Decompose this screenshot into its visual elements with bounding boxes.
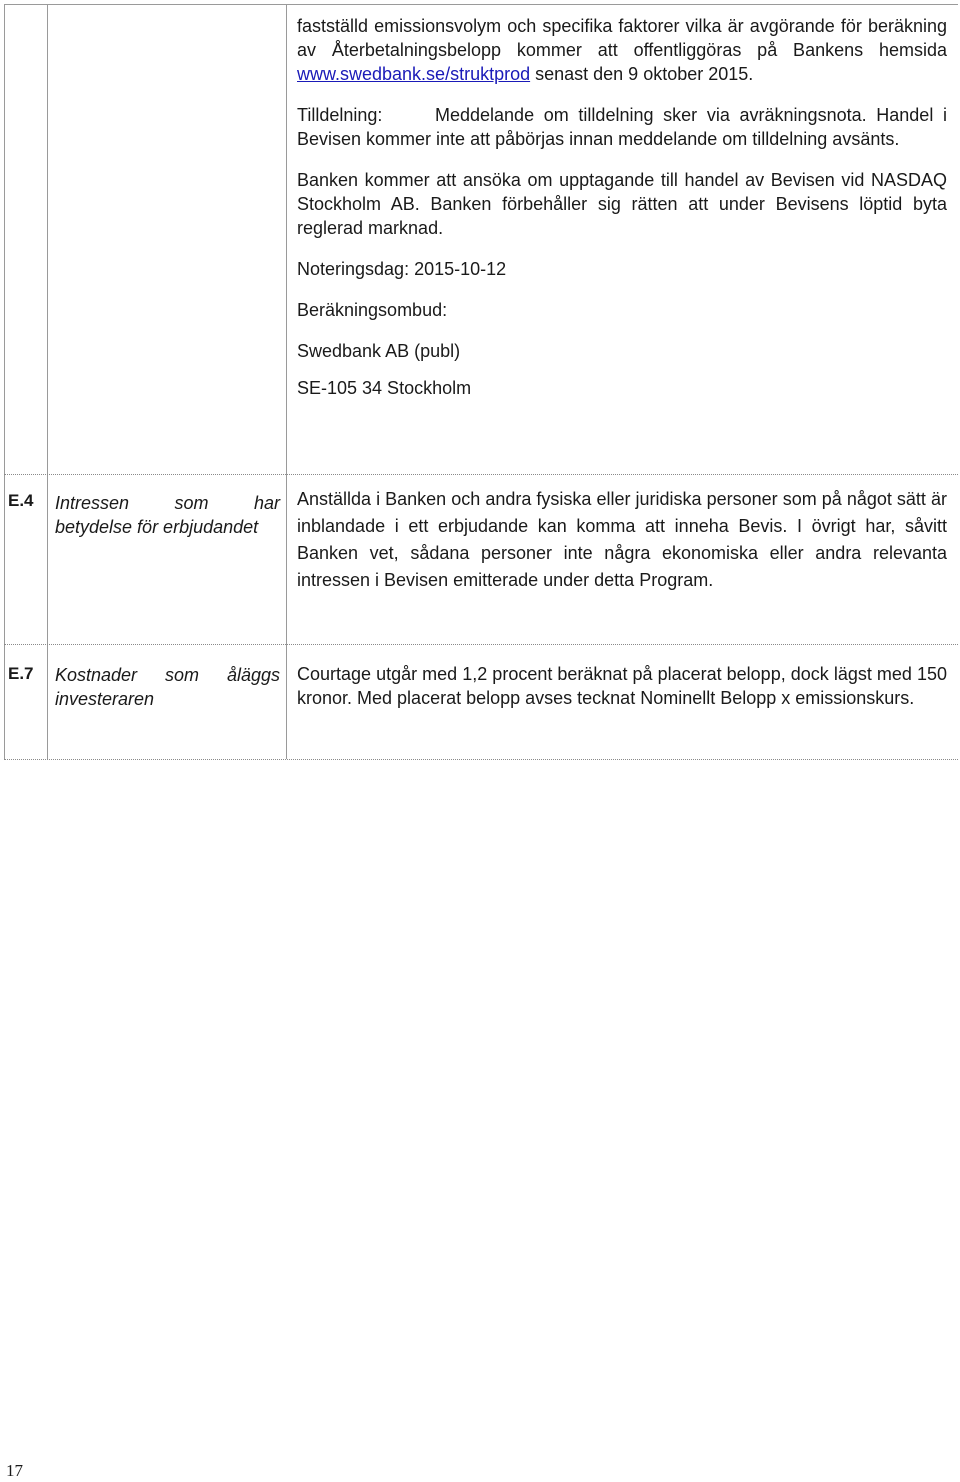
paragraph-emission [297,14,947,86]
column-divider-2 [286,4,287,759]
row-divider-e7 [4,644,958,645]
table-bottom-border [4,759,958,760]
column-divider-1 [47,4,48,759]
swedbank-link[interactable]: www.swedbank.se/struktprod [297,64,531,84]
table-top-border [4,4,958,5]
row-number-e4: E.4 [8,491,34,510]
row-divider-e4 [4,474,958,475]
row-text-e4: Anställda i Banken och andra fysiska eller juridiska personer som på något sätt är inblandade i ett erbjudande kan komma att inneha Bevis. I övrigt har, såvitt Banken vet, sådana personer inte några ekonomiska eller andra relevanta intressen i Bevisen emitterade under detta Program. [297,489,947,590]
page-number: 17 [6,1461,23,1480]
listing-date: Noteringsdag: 2015-10-12 [297,259,507,279]
allocation-label: Tilldelning: [297,105,383,125]
row-number-e7: E.7 [8,664,34,683]
row-title-e4: Intressen som har betydelse för erbjudandet [55,493,280,537]
row-text-e7: Courtage utgår med 1,2 procent beräknat på placerat belopp, dock lägst med 150 kronor. Med placerat belopp avses tecknat Nominellt Belopp x emissionskurs. [297,664,947,708]
paragraph-text: fastställd emissionsvolym och specifika faktorer vilka är avgörande för beräkning av Återbetalningsbelopp kommer att offentliggöras på Bankens hemsida [297,16,947,60]
calculation-agent-address: SE-105 34 Stockholm [297,378,472,398]
paragraph-text: senast den 9 oktober 2015. [530,64,754,84]
table-left-border [4,4,5,759]
paragraph-allocation [297,103,947,151]
row-title-e7: Kostnader som åläggs investeraren [55,665,280,709]
allocation-text: Meddelande om tilldelning sker via avräkningsnota. Handel i Bevisen kommer inte att påbörjas innan meddelande om tilldelning avsänts. [297,105,947,149]
paragraph-listing: Banken kommer att ansöka om upptagande till handel av Bevisen vid NASDAQ Stockholm AB. Banken förbehåller sig rätten att under Bevisens löptid byta reglerad marknad. [297,170,947,238]
calculation-agent-name: Swedbank AB (publ) [297,341,461,361]
calculation-agent-label: Beräkningsombud: [297,300,448,320]
continuation-cell [297,14,947,400]
